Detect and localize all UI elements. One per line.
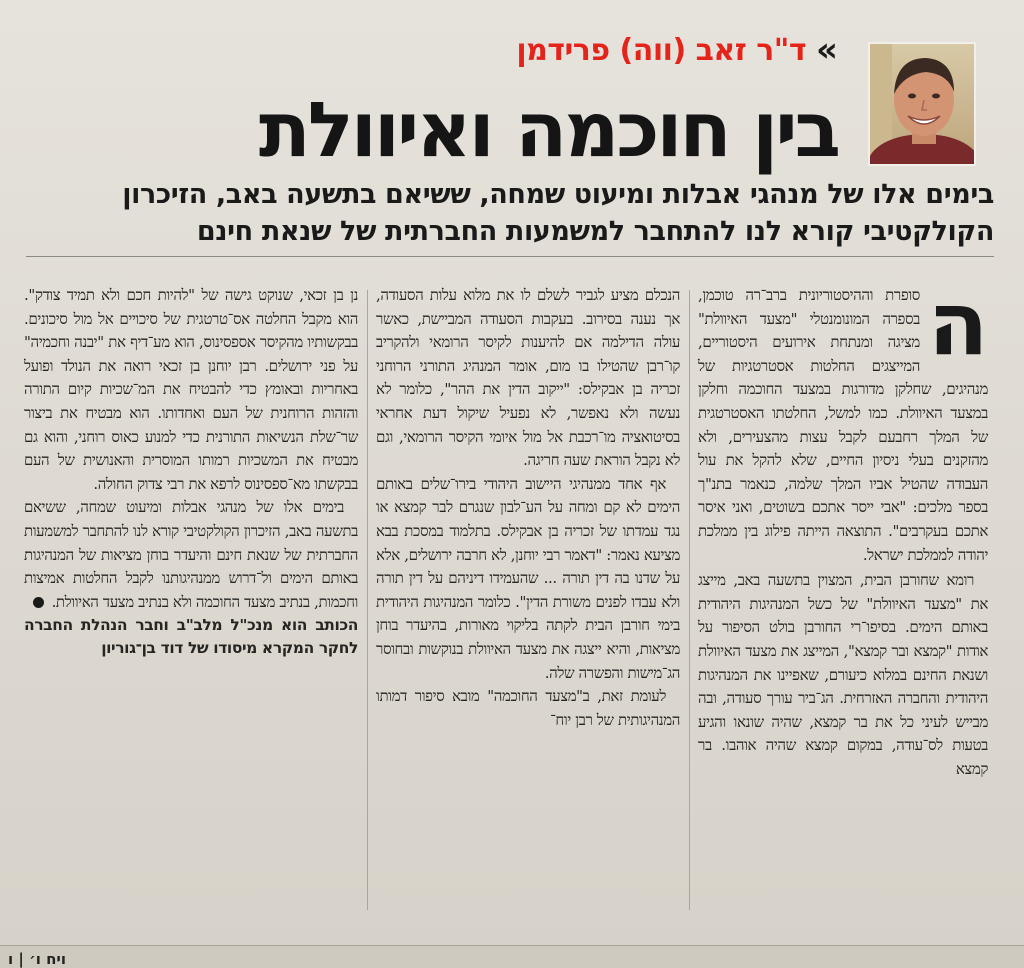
paragraph-text: בימים אלו של מנהגי אבלות ומיעוט שמחה, ששיאם בתשעה באב, הזיכרון הקולקטיבי קורא לנו להתחבר למשמעות החברתית של שנאת חינם והיעדר בוחן מציאות של המנהיגות באותם הימים ול־דרוש ממנהיגותנו לקבל החלטות אמיצות וחכמות, בנתיב מצעד החוכמה ולא בנתיב מצעד האיוולת.: [24, 498, 358, 611]
author-credit: הכותב הוא מנכ"ל מלב"ב וחבר הנהלת החברה לחקר המקרא מיסודו של דוד בן־גוריון: [24, 616, 358, 658]
article-column-2: [376, 284, 680, 732]
subheadline: בימים אלו של מנהגי אבלות ומיעוט שמחה, ששיאם בתשעה באב, הזיכרון הקולקטיבי קורא לנו להתחבר למשמעות החברתית של שנאת חינם: [122, 179, 994, 247]
paragraph: נן בן זכאי, שנוקט גישה של "להיות חכם ולא תמיד צודק". הוא מקבל החלטה אס־טרטגית של סיכויים אל מול סיכונים. בבקשותיו מהקיסר אספסינוס, הוא מע־דיף את "יבנה וחכמיה" על פני ירושלים. רבן יוחנן בן זכאי רואה את הנולד ופועל באחריות ובאומץ כדי להבטיח את המ־שכיות קיום התורה והזהות הרוחנית של העם ואחדותו. הוא מבטיח את ביצור שר־שלת הנשיאות התורנית כדי למנוע כאוס רוחני, והוא גם מבטיח את המשכיות רמותו המוסרית והאנושית של העם בבקשתו מא־ספסינוס לרפא את רבי צדוק החולה.: [24, 286, 358, 493]
paragraph: הנכלם מציע לגביר לשלם לו את מלוא עלות הסעודה, אך נענה בסירוב. בעקבות הסעודה המביישת, כאשר עולה הדילמה אם להיענות לקיסר הרומאי ולהקריב קו־רבן שהטילו בו מום, אומר המנהיג התורני הרוחני זכריה בן אבקילס: "ייקוב הדין את ההר", כלומר לא נעשה ולא נאפשר, לא נפעיל שיקול דעת אחראי בסיטואציה מו־רכבת אל מול איומי הקיסר הרומאי, וגם לא נקבל הוראת שעה חריגה.: [376, 286, 680, 470]
double-chevron-icon: »: [816, 30, 838, 70]
header-divider: [26, 256, 994, 257]
paragraph: אף אחד ממנהיגי היישוב היהודי בירו־שלים באותם הימים לא קם ומחה על הע־לבון שנגרם לבר קמצא או נגד עמדתו של זכריה בן אבקילס. בתלמוד במסכת בבא מציעא נאמר: "דאמר רבי יוחנן, לא חרבה ירושלים, אלא על שדנו בה דין תורה ... שהעמידו דיניהם על דין תורה ולא עבדו לפנים משורת הדין". כלומר המנהיגות היהודית בימי חורבן הבית לקתה בליקוי מאורות, בהיעדר בוחן מציאות, והיא ייצגה את מצעד האיוולת בנוקשות ובחוסר הג־מישות והפשרה שלה.: [376, 474, 680, 682]
article-column-3: [24, 284, 358, 660]
paragraph: [24, 496, 358, 614]
author-byline: [278, 28, 838, 72]
drop-cap: ה: [927, 272, 988, 375]
paragraph: לעומת זאת, ב"מצעד החוכמה" מובא סיפור דמותו המנהיגותית של רבן יוח־: [376, 687, 680, 729]
column-divider: [367, 290, 368, 910]
paragraph: סופרת וההיסטוריונית ברב־רה טוכמן, בספרה המונומנטלי "מצעד האיוולת" מציגה ומנתחת אירועים היסטוריים, המייצגים החלטות אסטרטגיות של מנהיגים, שחלקן מדורגות במצעד החוכמה וחלקן במצעד האיוולת. כמו למשל, החלטתו האסטרטגית של המלך רחבעם לקבל עצות מהצעירים, ולא מהזקנים בעלי ניסיון החיים, שלא להקל את עול העבודה שהטיל אביו המלך שלמה, כנאמר בתנ"ך בספר מלכים: "אבי ייסר אתכם בשוטים, ואני איסר אתכם בעקרבים". התוצאה הייתה פילוג בין ממלכת יהודה לממלכת ישראל.: [698, 286, 988, 564]
article-column-1: [698, 272, 988, 781]
author-portrait-icon: [870, 44, 974, 164]
column-divider: [689, 290, 690, 910]
headline: בין חוכמה ואיוולת: [258, 85, 838, 174]
paragraph: רומא שחורבן הבית, המצוין בתשעה באב, מייצג את "מצעד האיוולת" של כשל המנהיגות היהודית באותם הימים. בסיפו־רי החורבן בולט הסיפור על אודות "קמצא ובר קמצא", המייצג את מצעד האיוולת ושנאת החינם במלוא כיעורם, שאפיינו את המנהיגות היהודית והחברה האזרחית. הג־ביר עורך סעודה, ובה מבייש לעיני כל את בר קמצא, שהיה שונאו והגיע בטעות לס־עודה, במקום קמצא שהיה אוהבו. בר קמצא: [698, 571, 988, 778]
end-mark-icon: [33, 597, 44, 608]
author-name: ד"ר זאב (ווה) פרידמן: [516, 32, 807, 68]
footer-text: ויח ו׳ | ו: [8, 950, 66, 968]
author-photo: [868, 42, 976, 166]
page-footer: [0, 945, 1024, 968]
